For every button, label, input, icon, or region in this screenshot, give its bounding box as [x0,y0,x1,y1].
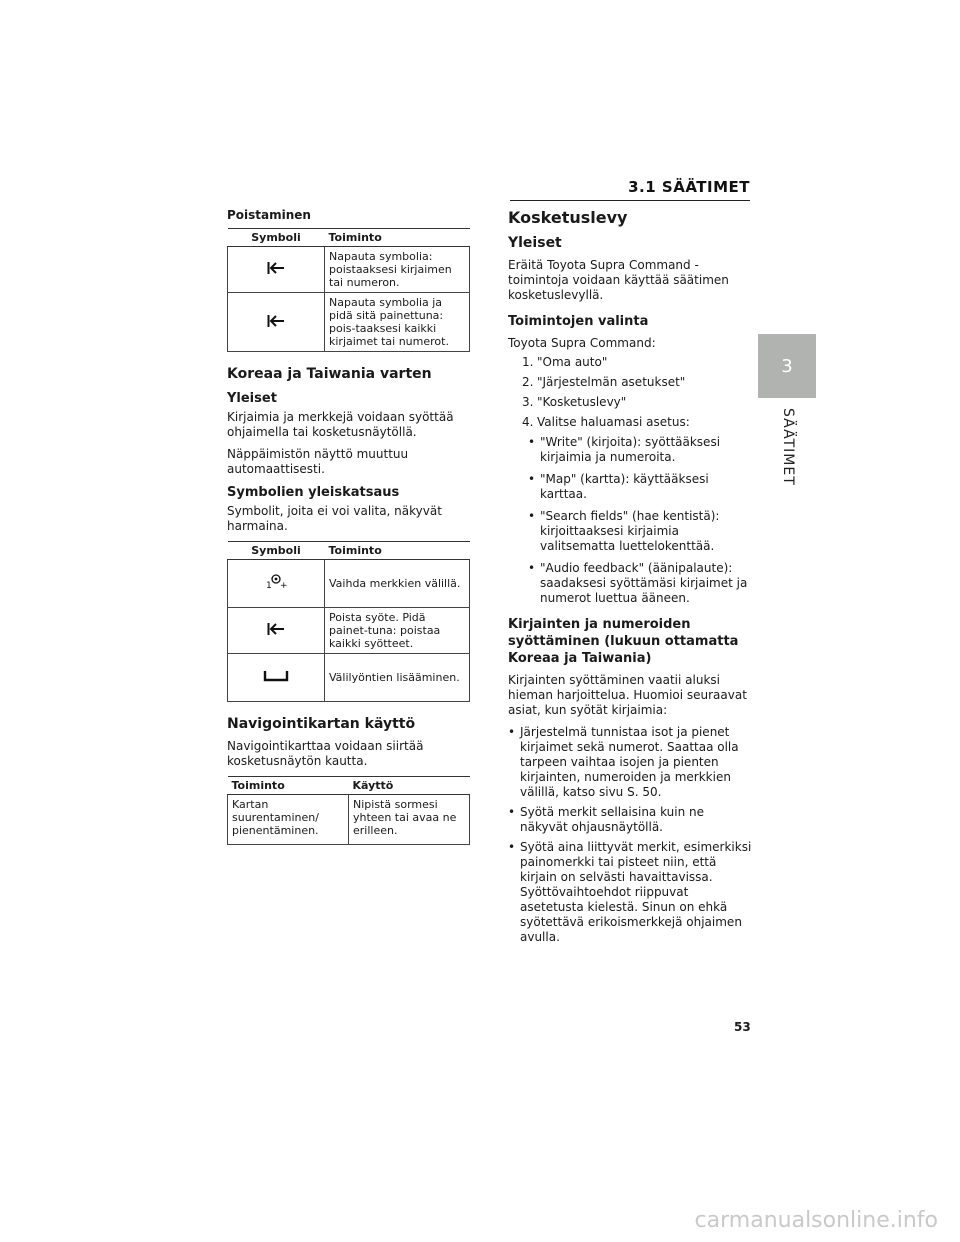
function-cell: Napauta symbolia: poistaaksesi kirjaimen tai numeron. [325,247,470,293]
option-text: "Write" (kirjoita): syöttääksesi kirjaimia ja numeroita. [540,435,721,464]
section-title: 3.1 SÄÄTIMET [628,178,750,196]
list-item [528,435,753,465]
table-header-row [228,542,470,560]
input-heading: Kirjainten ja numeroiden syöttäminen (lukuun ottamatta Koreaa ja Taiwania) [508,617,739,666]
list-item [522,355,753,370]
list-item [508,725,753,800]
chapter-tab [758,334,816,398]
step-text: "Järjestelmän asetukset" [537,375,686,389]
function-cell: Napauta symbolia ja pidä sitä painettuna: pois-taaksesi kaikki kirjaimet tai numerot. [325,293,470,352]
header-rule [510,200,750,201]
col-function: Toiminto [325,229,470,247]
step-number: 2. [522,375,534,389]
table-row [228,293,470,352]
map-text: Navigointikarttaa voidaan siirtää kosketusnäytön kautta. [227,739,424,768]
korea-paragraph-1: Kirjaimia ja merkkejä voidaan syöttää ohjaimella tai kosketusnäytöllä. [227,410,454,439]
map-table [227,776,470,845]
bullet: • [508,805,516,819]
left-column [227,208,470,851]
running-header [510,178,750,202]
chapter-label: SÄÄTIMET [780,408,796,486]
character-switch-icon [264,573,288,591]
function-cell: Poista syöte. Pidä painet-tuna: poistaa kaikki syötteet. [325,608,470,654]
right-column [508,208,753,950]
table-row [228,560,470,608]
bullet: • [528,509,536,523]
list-item [528,509,753,554]
step-number: 1. [522,355,534,369]
watermark: carmanualsonline.info [694,1208,938,1233]
bullet-text: Syötä aina liittyvät merkit, esimerkiksi painomerkki tai pisteet niin, että kirjain on selvästi havaittavissa. Syöttövaihtoehdot riippuvat asetetusta kielestä. Sinun on ehkä syötettävä erikoismerkkejä ohjaimen avulla. [520,840,752,944]
symbols-table [227,541,470,702]
space-icon [263,670,289,682]
table-header-row [228,229,470,247]
table-row [228,608,470,654]
input-bullets [508,725,753,945]
action-cell: Kartan suurentaminen/ pienentäminen. [228,795,349,845]
step-text: "Oma auto" [537,355,608,369]
backspace-icon [267,622,285,636]
korea-subheading: Yleiset [227,391,277,406]
touchpad-heading: Kosketuslevy [508,208,628,227]
bullet: • [528,561,536,575]
col-action: Toiminto [228,777,349,795]
col-symbol: Symboli [228,229,325,247]
symbol-cell [228,247,325,293]
option-text: "Search fields" (hae kentistä): kirjoittaaksesi kirjaimia valitsematta luettelokenttää. [540,509,720,553]
overview-text: Symbolit, joita ei voi valita, näkyvät harmaina. [227,504,442,533]
map-heading: Navigointikartan käyttö [227,716,416,732]
bullet: • [528,472,536,486]
symbol-cell [228,608,325,654]
chapter-number: 3 [781,355,793,377]
step-text: Valitse haluamasi asetus: [537,415,690,429]
korea-heading: Koreaa ja Taiwania varten [227,366,432,382]
svg-text:1: 1 [266,581,272,591]
table-row [228,247,470,293]
bullet: • [508,840,516,854]
use-cell: Nipistä sormesi yhteen tai avaa ne erilleen. [349,795,470,845]
function-cell: Välilyöntien lisääminen. [325,654,470,702]
option-text: "Map" (kartta): käyttääksesi karttaa. [540,472,709,501]
col-symbol: Symboli [228,542,325,560]
table-row [228,795,470,845]
list-item [522,375,753,390]
page-number: 53 [734,1020,751,1034]
symbol-cell [228,560,325,608]
step-number: 3. [522,395,534,409]
col-use: Käyttö [349,777,470,795]
backspace-icon [267,314,285,328]
bullet-text: Järjestelmä tunnistaa isot ja pienet kirjaimet sekä numerot. Saattaa olla tarpeen vaihtaa isojen ja pienten kirjainten, numeroiden ja merkkien välillä, katso sivu S. 50. [520,725,739,799]
select-heading: Toimintojen valinta [508,314,649,329]
steps-list [508,355,753,430]
step-text: "Kosketuslevy" [537,395,627,409]
overview-heading: Symbolien yleiskatsaus [227,485,400,500]
options-list [508,435,753,606]
svg-text:+: + [280,581,288,591]
bullet-text: Syötä merkit sellaisina kuin ne näkyvät ohjausnäytöllä. [520,805,705,834]
col-function: Toiminto [325,542,470,560]
table-row [228,654,470,702]
delete-heading: Poistaminen [227,208,311,222]
list-item [522,395,753,410]
korea-paragraph-2: Näppäimistön näyttö muuttuu automaattisesti. [227,447,409,476]
list-item [522,415,753,430]
step-number: 4. [522,415,534,429]
delete-table [227,228,470,352]
general-heading: Yleiset [508,235,562,251]
list-item [528,561,753,606]
function-cell: Vaihda merkkien välillä. [325,560,470,608]
table-header-row [228,777,470,795]
option-text: "Audio feedback" (äänipalaute): saadaksesi syöttämäsi kirjaimet ja numerot luettua ääneen. [540,561,748,605]
backspace-icon [267,261,285,275]
general-text: Eräitä Toyota Supra Command -toimintoja voidaan käyttää säätimen kosketuslevyllä. [508,258,729,302]
list-item [508,805,753,835]
list-item [528,472,753,502]
select-intro: Toyota Supra Command: [508,336,656,350]
bullet: • [528,435,536,449]
symbol-cell [228,654,325,702]
bullet: • [508,725,516,739]
input-text: Kirjainten syöttäminen vaatii aluksi hieman harjoittelua. Huomioi seuraavat asiat, kun syötät kirjaimia: [508,673,747,717]
list-item [508,840,753,945]
symbol-cell [228,293,325,352]
